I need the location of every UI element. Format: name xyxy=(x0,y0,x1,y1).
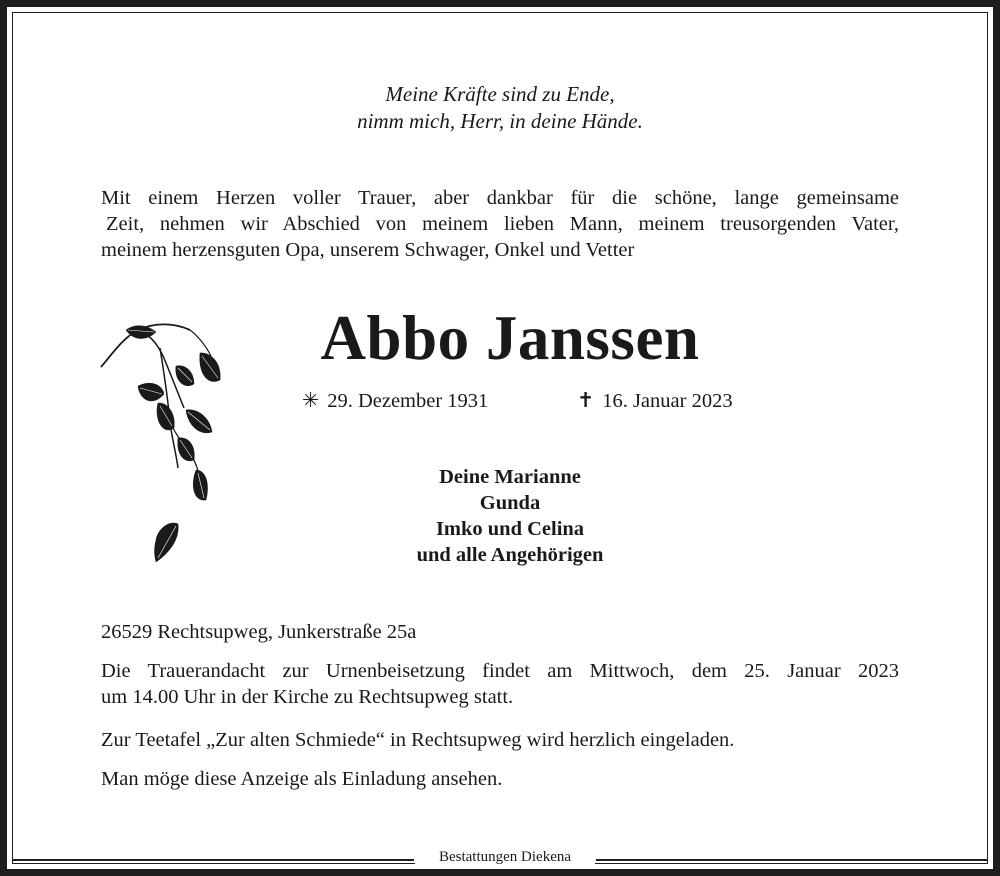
family-line-3: Imko und Celina xyxy=(435,518,585,540)
birth-date: 29. Dezember 1931 xyxy=(327,390,489,412)
family-line-4: und alle Angehörigen xyxy=(416,544,604,566)
death-date-line xyxy=(577,386,733,416)
footer-rule-right xyxy=(596,859,988,861)
family-line-1: Deine Marianne xyxy=(439,466,581,488)
service-line-2: um 14.00 Uhr in der Kirche zu Rechtsupweg statt. xyxy=(101,686,514,708)
motto-line-1: Meine Kräfte sind zu Ende, xyxy=(385,82,615,106)
death-date: 16. Januar 2023 xyxy=(602,390,733,412)
address: 26529 Rechtsupweg, Junkerstraße 25a xyxy=(101,621,417,643)
intro-line-2: Zeit, nehmen wir Abschied von meinem lieben Mann, meinem treusorgenden Vater, xyxy=(106,213,899,235)
birth-date-line xyxy=(302,386,488,416)
family-line-2: Gunda xyxy=(479,492,541,514)
funeral-home-credit: Bestattungen Diekena xyxy=(415,846,595,868)
teatable-note: Zur Teetafel „Zur alten Schmiede“ in Rechtsupweg wird herzlich eingeladen. xyxy=(101,729,735,751)
footer-rule-left xyxy=(12,859,414,861)
birth-star-icon: ✳ xyxy=(302,390,320,412)
cross-icon: ✝ xyxy=(577,390,595,412)
invitation-note: Man möge diese Anzeige als Einladung ansehen. xyxy=(101,768,503,790)
intro-line-3: meinem herzensguten Opa, unserem Schwager, Onkel und Vetter xyxy=(101,239,635,261)
intro-line-1: Mit einem Herzen voller Trauer, aber dankbar für die schöne, lange gemeinsame xyxy=(101,187,899,209)
deceased-name: Abbo Janssen xyxy=(320,303,700,373)
motto-line-2: nimm mich, Herr, in deine Hände. xyxy=(357,109,643,133)
service-line-1: Die Trauerandacht zur Urnenbeisetzung findet am Mittwoch, dem 25. Januar 2023 xyxy=(101,660,899,682)
